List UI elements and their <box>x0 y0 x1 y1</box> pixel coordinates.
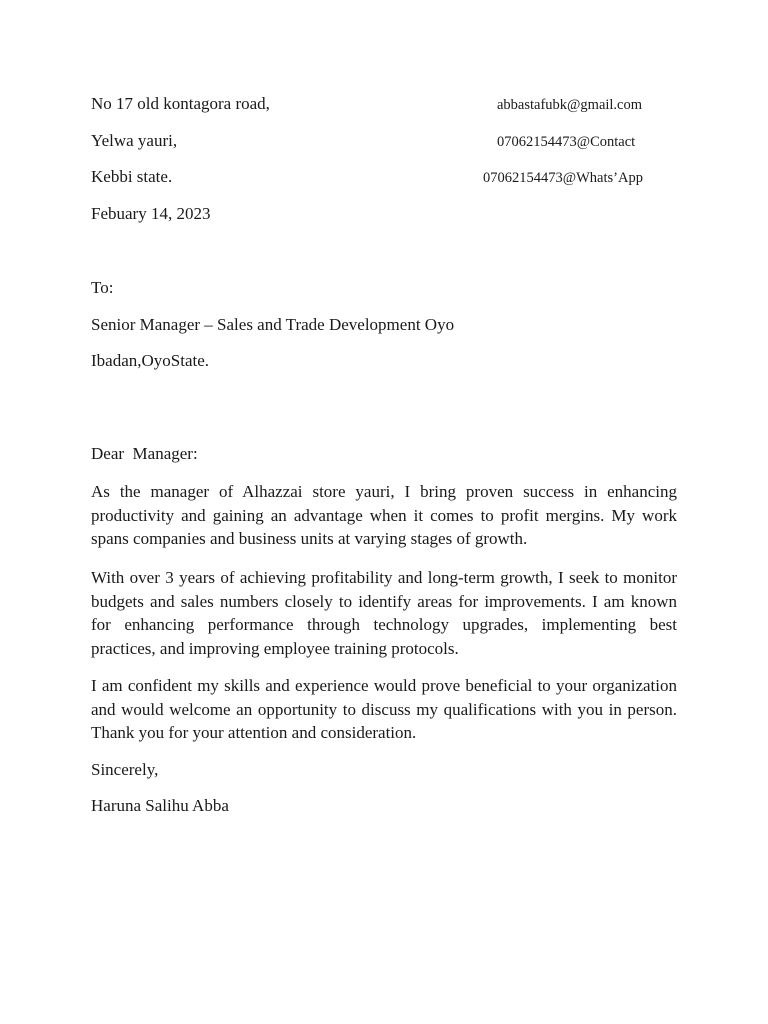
contact-whatsapp: 07062154473@Whats’App <box>483 170 643 186</box>
sender-address-line1: No 17 old kontagora road, <box>91 94 270 113</box>
recipient-to-label: To: <box>91 278 114 297</box>
body-paragraph-2: With over 3 years of achieving profitability and long-term growth, I seek to monitor budgets and sales numbers closely to identify areas for improvements. I am known for enhancing performance through technology upgrades, implementing best practices, and improving employee training protocols. <box>91 568 677 658</box>
contact-phone: 07062154473@Contact <box>497 134 636 150</box>
recipient-location: Ibadan,OyoState. <box>91 351 210 370</box>
salutation: Dear Manager: <box>91 444 198 463</box>
body-paragraph-1: As the manager of Alhazzai store yauri, I bring proven success in enhancing productivity and gaining an advantage when it comes to profit mergins. My work spans companies and business units at varying stages of growth. <box>91 482 677 548</box>
contact-email: abbastafubk@gmail.com <box>497 97 643 113</box>
sender-address-line2: Yelwa yauri, <box>91 131 178 150</box>
sender-address-line3: Kebbi state. <box>91 167 173 186</box>
signature-name: Haruna Salihu Abba <box>91 796 229 815</box>
recipient-title: Senior Manager – Sales and Trade Development Oyo <box>91 315 455 334</box>
closing: Sincerely, <box>91 760 159 779</box>
body-paragraph-3: I am confident my skills and experience would prove beneficial to your organization and would welcome an opportunity to discuss my qualifications with you in person. Thank you for your attention and consideration. <box>91 676 677 742</box>
letter-date: Febuary 14, 2023 <box>91 204 211 223</box>
